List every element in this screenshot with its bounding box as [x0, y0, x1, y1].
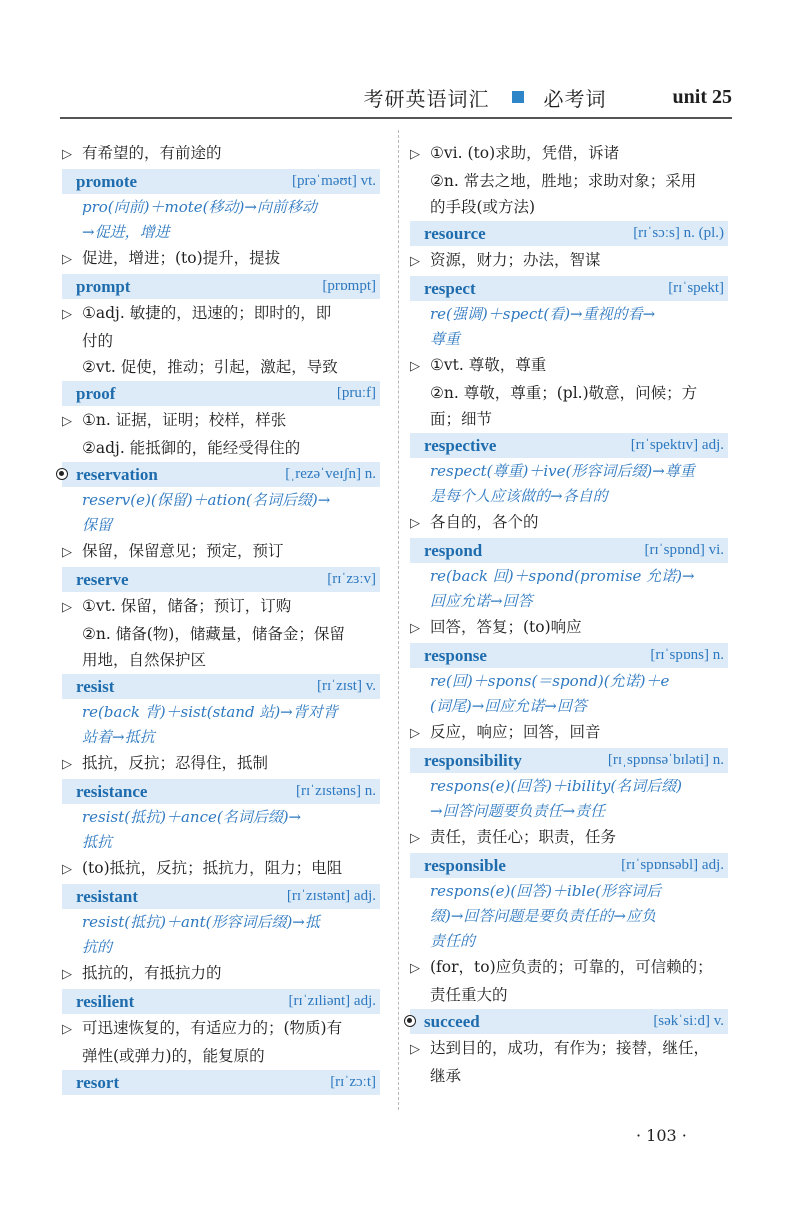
etymology-line: 抵抗 [82, 833, 113, 851]
word-entry-reserve [62, 567, 380, 592]
triangle-bullet-icon: ▷ [62, 307, 72, 322]
triangle-bullet-icon: ▷ [62, 862, 72, 877]
pronunciation: [səkˈsiːd] v. [653, 1013, 724, 1029]
definition-text: 抵抗的，有抵抗力的 [82, 964, 222, 982]
pronunciation: [rɪˈzɜːv] [327, 571, 376, 587]
etymology-line: 尊重 [430, 330, 461, 348]
definition-line [62, 435, 380, 461]
pronunciation: [rɪˈzɪstənt] adj. [286, 888, 376, 904]
headword: reservation [76, 464, 158, 484]
word-entry-resource [410, 221, 728, 246]
definition-text: 责任重大的 [430, 986, 508, 1004]
pronunciation: [rɪˈzɔːt] [330, 1074, 376, 1090]
word-entry-resist [62, 674, 380, 699]
pronunciation: [rɪˈzɪliənt] adj. [288, 993, 376, 1009]
etymology-line: (词尾)→回应允诺→回答 [430, 697, 587, 715]
triangle-bullet-icon: ▷ [62, 545, 72, 560]
triangle-bullet-icon: ▷ [410, 147, 420, 162]
triangle-bullet-icon: ▷ [410, 831, 420, 846]
word-entry-respective [410, 433, 728, 458]
headword: resist [76, 676, 115, 696]
word-entry-reservation [62, 462, 380, 487]
pronunciation: [rɪˈspɒnd] vi. [644, 542, 724, 558]
word-entry-resilient [62, 989, 380, 1014]
triangle-bullet-icon: ▷ [62, 414, 72, 429]
etymology-line: respons(e)(回答)＋ible(形容词后 [430, 882, 661, 900]
definition-text: 有希望的，有前途的 [82, 144, 222, 162]
etymology-line: reserv(e)(保留)＋ation(名词后缀)→ [82, 491, 331, 509]
etymology-line: 是每个人应该做的→各自的 [430, 487, 608, 505]
etymology-line: respons(e)(回答)＋ibility(名词后缀) [430, 777, 683, 795]
definition-text: ②n. 常去之地，胜地；求助对象；采用 [430, 172, 697, 190]
definition-line [410, 140, 728, 168]
word-entry-response [410, 643, 728, 668]
definition-line [62, 647, 380, 673]
pronunciation: [rɪˈspɒnsəbl] adj. [621, 857, 724, 873]
square-bullet-icon [512, 91, 524, 103]
etymology-line: pro(向前)＋mote(移动)→向前移动 [82, 198, 317, 216]
word-entry-respond [410, 538, 728, 563]
definition-text: 抵抗，反抗；忍得住，抵制 [82, 754, 269, 772]
etymology-line: re(回)＋spons(＝spond)(允诺)＋e [430, 672, 670, 690]
headword: resource [424, 223, 486, 243]
etymology-line: re(强调)＋spect(看)→重视的看→ [430, 305, 656, 323]
triangle-bullet-icon: ▷ [410, 1042, 420, 1057]
pronunciation: [rɪˈzɪst] v. [316, 678, 376, 694]
headword: prompt [76, 276, 131, 296]
column-divider [398, 130, 399, 1110]
definition-line [410, 1035, 728, 1063]
triangle-bullet-icon: ▷ [62, 967, 72, 982]
etymology-line: 责任的 [430, 932, 476, 950]
definition-text: 弹性(或弹力)的，能复原的 [82, 1047, 265, 1065]
headword: responsible [424, 855, 506, 875]
definition-text: 各自的，各个的 [430, 513, 539, 531]
definition-line [62, 1043, 380, 1069]
headword: respective [424, 435, 497, 455]
word-entry-succeed [410, 1009, 728, 1034]
word-entry-proof [62, 381, 380, 406]
triangle-bullet-icon: ▷ [410, 621, 420, 636]
definition-line [410, 719, 728, 747]
pronunciation: [rɪˌspɒnsəˈbɪləti] n. [607, 752, 724, 768]
definition-text: 促进，增进；(to)提升，提拔 [82, 249, 281, 267]
definition-text: ②n. 储备(物)，储藏量，储备金；保留 [82, 625, 345, 643]
definition-text: ②adj. 能抵御的，能经受得住的 [82, 439, 301, 457]
definition-text: 保留，保留意见；预定，预订 [82, 542, 284, 560]
definition-text: 责任，责任心；职责，任务 [430, 828, 617, 846]
unit-label: unit 25 [672, 85, 732, 108]
definition-line [410, 954, 728, 982]
definition-line [410, 352, 728, 380]
pronunciation: [rɪˈspektɪv] adj. [630, 437, 724, 453]
etymology-line: 回应允诺→回答 [430, 592, 533, 610]
definition-text: ①n. 证据，证明；校样，样张 [82, 411, 287, 429]
pronunciation: [rɪˈzɪstəns] n. [296, 783, 376, 799]
etymology-line: →促进，增进 [82, 223, 170, 241]
pronunciation: [rɪˈspɒns] n. [650, 647, 724, 663]
definition-line [62, 354, 380, 380]
definition-text: 付的 [82, 332, 114, 350]
headword: respond [424, 540, 483, 560]
definition-text: ①vt. 尊敬，尊重 [430, 356, 547, 374]
etymology-line: 缀)→回答问题是要负责任的→应负 [430, 907, 656, 925]
definition-line [410, 168, 728, 194]
definition-text: 回答，答复；(to)响应 [430, 618, 582, 636]
headword: respect [424, 278, 476, 298]
word-entry-prompt [62, 274, 380, 299]
triangle-bullet-icon: ▷ [410, 726, 420, 741]
definition-line [62, 245, 380, 273]
word-entry-respect [410, 276, 728, 301]
definition-text: 用地，自然保护区 [82, 651, 207, 669]
definition-text: 达到目的，成功，有作为；接替，继任， [430, 1039, 710, 1057]
pronunciation: [prəˈməʊt] vt. [291, 173, 376, 189]
headword: promote [76, 171, 138, 191]
definition-text: 可迅速恢复的，有适应力的；(物质)有 [82, 1019, 343, 1037]
etymology-line: 站着→抵抗 [82, 728, 155, 746]
definition-text: ②vt. 促使，推动；引起，激起，导致 [82, 358, 338, 376]
headword: responsibility [424, 750, 522, 770]
triangle-bullet-icon: ▷ [62, 757, 72, 772]
header-rule [60, 117, 732, 119]
triangle-bullet-icon: ▷ [410, 359, 420, 374]
word-entry-resort [62, 1070, 380, 1095]
definition-line [62, 621, 380, 647]
triangle-bullet-icon: ▷ [410, 516, 420, 531]
must-know-bullet-icon [56, 468, 68, 480]
definition-line [410, 614, 728, 642]
headword: reserve [76, 569, 129, 589]
definition-line [62, 140, 380, 168]
definition-line [410, 982, 728, 1008]
definition-text: ①vt. 保留，储备；预订，订购 [82, 597, 292, 615]
page-number: · 103 · [636, 1126, 687, 1145]
etymology-line: re(back 背)＋sist(stand 站)→背对背 [82, 703, 338, 721]
etymology-line: resist(抵抗)＋ance(名词后缀)→ [82, 808, 302, 826]
triangle-bullet-icon: ▷ [62, 147, 72, 162]
word-entry-promote [62, 169, 380, 194]
must-know-bullet-icon [404, 1015, 416, 1027]
definition-text: (for，to)应负责的；可靠的，可信赖的； [430, 958, 713, 976]
definition-text: ①adj. 敏捷的，迅速的；即时的，即 [82, 304, 332, 322]
definition-line [62, 328, 380, 354]
word-entry-responsibility [410, 748, 728, 773]
pronunciation: [prɒmpt] [322, 278, 376, 294]
headword: response [424, 645, 487, 665]
definition-text: (to)抵抗，反抗；抵抗力，阻力；电阻 [82, 859, 343, 877]
definition-line [62, 300, 380, 328]
definition-line [62, 750, 380, 778]
triangle-bullet-icon: ▷ [62, 252, 72, 267]
definition-line [410, 824, 728, 852]
definition-line [62, 960, 380, 988]
headword: resistant [76, 886, 139, 906]
book-title: 考研英语词汇 [363, 86, 490, 111]
pronunciation: [pruːf] [336, 385, 376, 401]
definition-line [410, 380, 728, 406]
etymology-line: re(back 回)＋spond(promise 允诺)→ [430, 567, 695, 585]
etymology-line: resist(抵抗)＋ant(形容词后缀)→抵 [82, 913, 320, 931]
triangle-bullet-icon: ▷ [62, 600, 72, 615]
section-title: 必考词 [543, 86, 607, 111]
etymology-line: →回答问题要负责任→责任 [430, 802, 606, 820]
pronunciation: [rɪˈspekt] [668, 280, 724, 296]
definition-text: 面；细节 [430, 410, 493, 428]
definition-text: 资源，财力；办法，智谋 [430, 251, 601, 269]
word-entry-responsible [410, 853, 728, 878]
etymology-line: 保留 [82, 516, 113, 534]
headword: resilient [76, 991, 135, 1011]
definition-line [62, 855, 380, 883]
definition-text: ②n. 尊敬，尊重；(pl.)敬意，问候；方 [430, 384, 698, 402]
etymology-line: 抗的 [82, 938, 113, 956]
triangle-bullet-icon: ▷ [410, 961, 420, 976]
definition-line [62, 538, 380, 566]
definition-text: 反应，响应；回答，回音 [430, 723, 601, 741]
definition-line [62, 593, 380, 621]
definition-line [410, 1063, 728, 1089]
left-column [62, 140, 380, 1096]
pronunciation: [rɪˈsɔːs] n. (pl.) [633, 225, 724, 241]
headword: succeed [424, 1011, 480, 1031]
definition-text: 继承 [430, 1067, 462, 1085]
definition-line [410, 406, 728, 432]
word-entry-resistance [62, 779, 380, 804]
triangle-bullet-icon: ▷ [410, 254, 420, 269]
triangle-bullet-icon: ▷ [62, 1022, 72, 1037]
page-header [60, 80, 732, 114]
headword: resort [76, 1072, 120, 1092]
definition-text: 的手段(或方法) [430, 198, 536, 216]
headword: resistance [76, 781, 148, 801]
definition-line [410, 194, 728, 220]
pronunciation: [ˌrezəˈveɪʃn] n. [285, 466, 376, 482]
definition-line [410, 509, 728, 537]
definition-line [62, 1015, 380, 1043]
word-entry-resistant [62, 884, 380, 909]
headword: proof [76, 383, 116, 403]
etymology-line: respect(尊重)＋ive(形容词后缀)→尊重 [430, 462, 695, 480]
right-column [410, 140, 728, 1089]
definition-line [410, 247, 728, 275]
definition-line [62, 407, 380, 435]
definition-text: ①vi. (to)求助，凭借，诉诸 [430, 144, 620, 162]
